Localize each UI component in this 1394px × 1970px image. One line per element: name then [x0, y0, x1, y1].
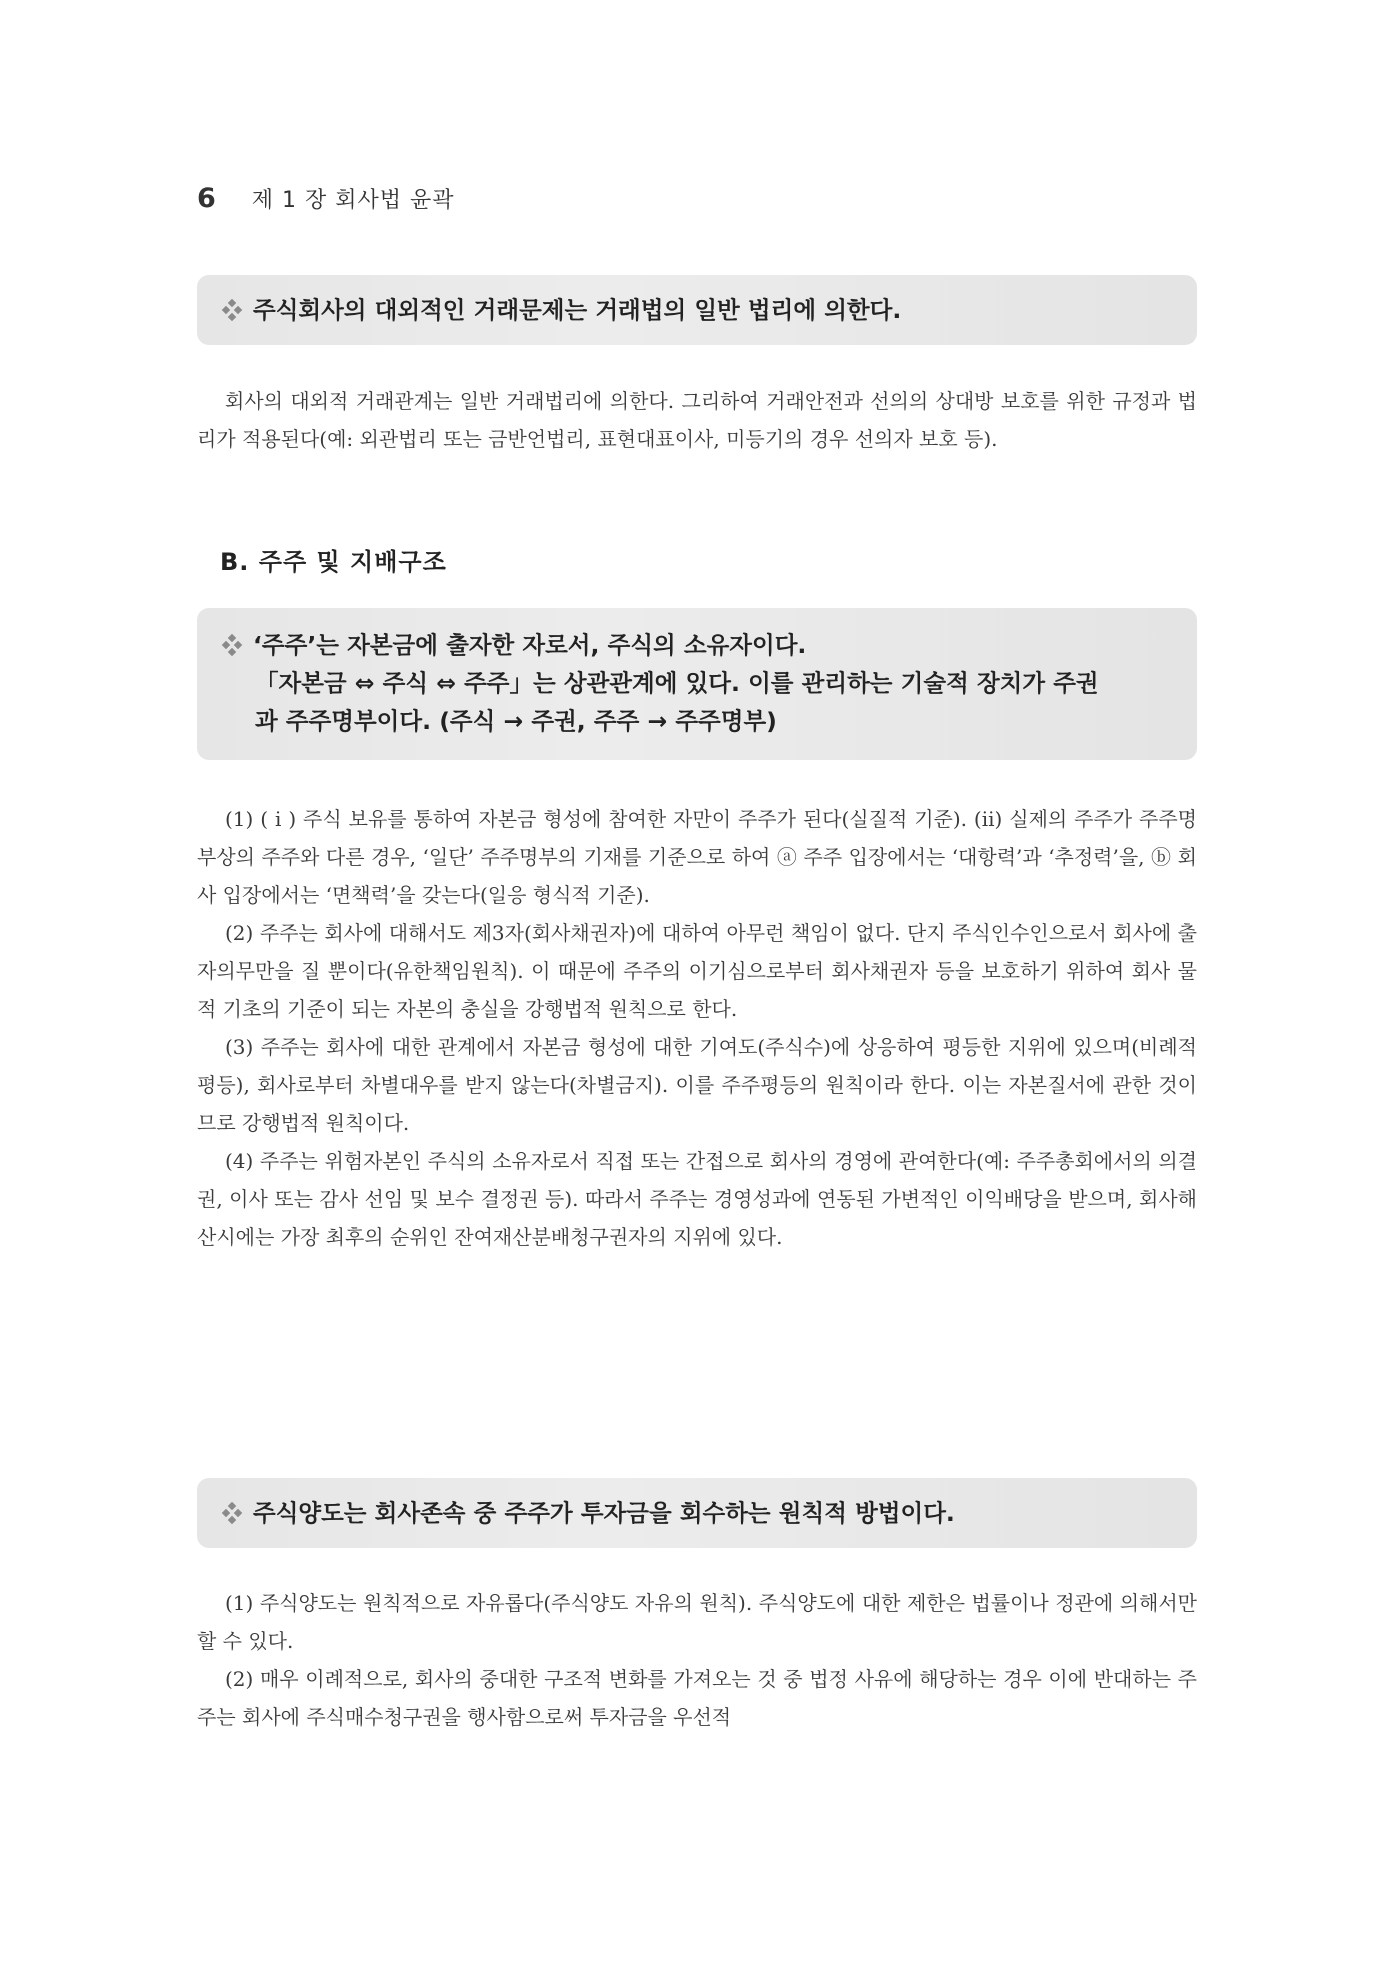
chapter-title: 제 1 장 회사법 윤곽	[251, 188, 455, 213]
paragraph-text: 회사의 대외적 거래관계는 일반 거래법리에 의한다. 그리하여 거래안전과 선의의 상대방 보호를 위한 규정과 법리가 적용된다(예: 외관법리 또는 금반언법리, 표현대표이사, 미등기의 경우 선의자 보호 등).	[197, 389, 1197, 451]
page-number: 6	[197, 183, 216, 214]
callout-box-share-transfer	[197, 1478, 1197, 1548]
paragraph-item-1: (1) ( i ) 주식 보유를 통하여 자본금 형성에 참여한 자만이 주주가 된다(실질적 기준). (ii) 실제의 주주가 주주명부상의 주주와 다른 경우, ‘일단’ 주주명부의 기재를 기준으로 하여 ⓐ 주주 입장에서는 ‘대항력’과 ‘추정력’을, ⓑ 회사 입장에서는 ‘면책력’을 갖는다(일응 형식적 기준).	[197, 807, 1197, 907]
paragraph-block-shareholders	[197, 800, 1197, 1256]
diamond-cluster-icon	[221, 1502, 243, 1524]
paragraph-item-2: (2) 주주는 회사에 대해서도 제3자(회사채권자)에 대하여 아무런 책임이 없다. 단지 주식인수인으로서 회사에 출자의무만을 질 뿐이다(유한책임원칙). 이 때문에 주주의 이기심으로부터 회사채권자 등을 보호하기 위하여 회사 물적 기초의 기준이 되는 자본의 충실을 강행법적 원칙으로 한다.	[197, 921, 1197, 1021]
diamond-cluster-icon	[221, 634, 243, 656]
paragraph-external-transactions	[197, 382, 1197, 458]
diamond-cluster-icon	[221, 299, 243, 321]
paragraph-item-2: (2) 매우 이례적으로, 회사의 중대한 구조적 변화를 가져오는 것 중 법정 사유에 해당하는 경우 이에 반대하는 주주는 회사에 주식매수청구권을 행사함으로써 투자금을 우선적	[197, 1667, 1197, 1729]
callout-box-shareholders	[197, 608, 1197, 760]
paragraph-block-share-transfer	[197, 1584, 1197, 1736]
callout-2-line-1: ‘주주’는 자본금에 출자한 자로서, 주식의 소유자이다.	[253, 631, 807, 659]
callout-2-line-3: 과 주주명부이다. (주식 → 주권, 주주 → 주주명부)	[255, 707, 777, 735]
section-heading-b: B. 주주 및 지배구조	[220, 548, 447, 576]
page-header	[197, 183, 455, 223]
paragraph-item-4: (4) 주주는 위험자본인 주식의 소유자로서 직접 또는 간접으로 회사의 경영에 관여한다(예: 주주총회에서의 의결권, 이사 또는 감사 선임 및 보수 결정권 등). 따라서 주주는 경영성과에 연동된 가변적인 이익배당을 받으며, 회사해산시에는 가장 최후의 순위인 잔여재산분배청구권자의 지위에 있다.	[197, 1149, 1197, 1249]
paragraph-item-1: (1) 주식양도는 원칙적으로 자유롭다(주식양도 자유의 원칙). 주식양도에 대한 제한은 법률이나 정관에 의해서만 할 수 있다.	[197, 1591, 1197, 1653]
callout-3-text: 주식양도는 회사존속 중 주주가 투자금을 회수하는 원칙적 방법이다.	[253, 1499, 955, 1527]
callout-2-line-2: 「자본금 ⇔ 주식 ⇔ 주주」는 상관관계에 있다. 이를 관리하는 기술적 장치가 주권	[255, 669, 1099, 697]
callout-1-text: 주식회사의 대외적인 거래문제는 거래법의 일반 법리에 의한다.	[253, 296, 902, 324]
callout-box-external-transactions	[197, 275, 1197, 345]
paragraph-item-3: (3) 주주는 회사에 대한 관계에서 자본금 형성에 대한 기여도(주식수)에 상응하여 평등한 지위에 있으며(비례적 평등), 회사로부터 차별대우를 받지 않는다(차별금지). 이를 주주평등의 원칙이라 한다. 이는 자본질서에 관한 것이므로 강행법적 원칙이다.	[197, 1035, 1197, 1135]
